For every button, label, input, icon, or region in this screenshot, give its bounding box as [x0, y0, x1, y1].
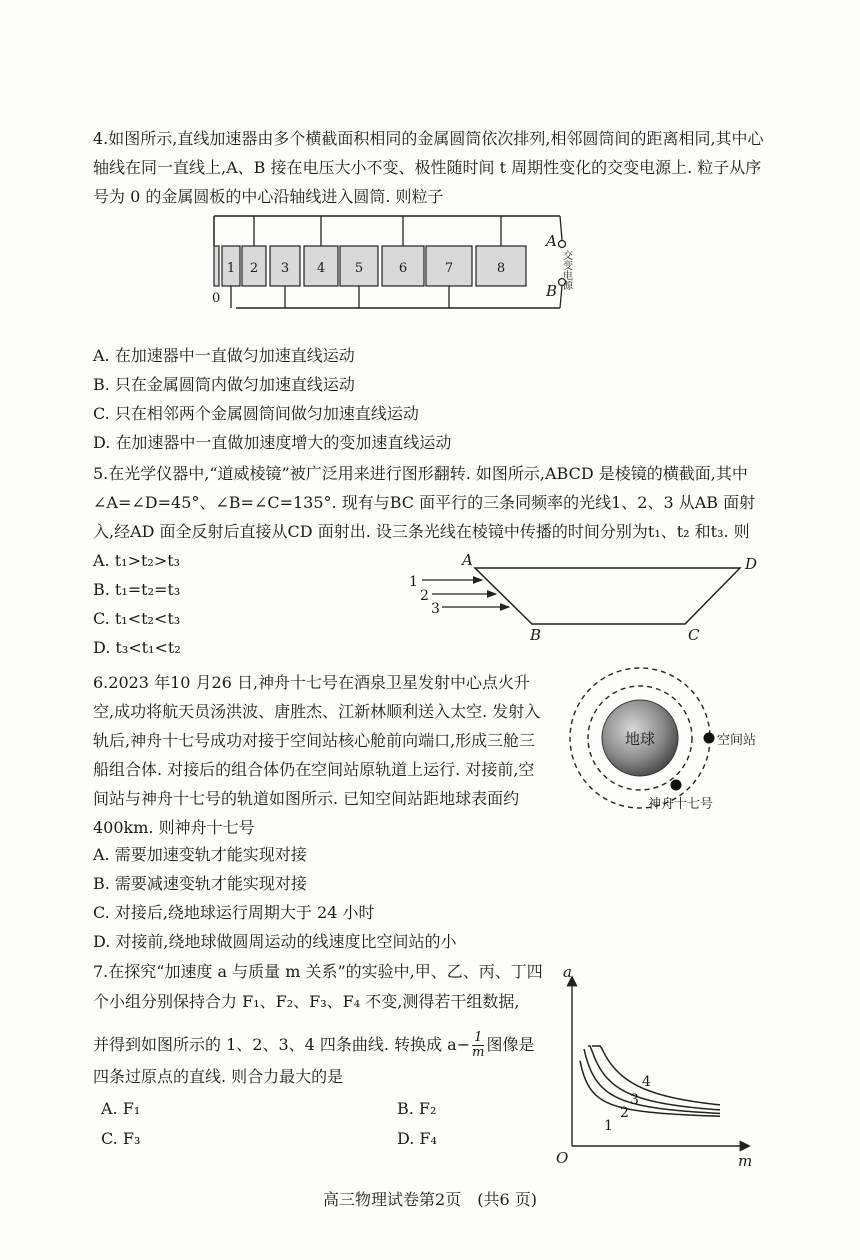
tube-label-3: 3: [280, 261, 290, 276]
q4-option-b: B. 只在金属圆筒内做匀加速直线运动: [93, 375, 355, 394]
q7-option-b: B. F₂: [397, 1099, 437, 1118]
ray-label-2: 2: [420, 588, 429, 604]
curve-label-2: 2: [620, 1105, 629, 1121]
terminal-b-label: B: [546, 282, 558, 300]
q7-stem-line-3a: 并得到如图所示的 1、2、3、4 四条曲线. 转换成 a−: [93, 1035, 471, 1054]
curve-3: [588, 1046, 720, 1110]
q7-stem-line-4: 四条过原点的直线. 则合力最大的是: [93, 1067, 344, 1086]
station-label: 空间站: [717, 733, 757, 748]
q5-stem: 5.在光学仪器中,“道威棱镜”被广泛用来进行图形翻转. 如图所示,ABCD 是棱镜的横截面,其中∠A=∠D=45°、∠B=∠C=135°. 现有与BC 面平行的三条同频率的光线1、2、3 从AB 面射入,经AD 面全反射后直接从CD 面射出. 设三条光线在棱镜中传播的时间分别为t₁、t₂ 和t₃. 则: [93, 464, 756, 541]
curve-label-4: 4: [642, 1074, 651, 1090]
q7-stem-line-1: 7.在探究“加速度 a 与质量 m 关系”的实验中,甲、乙、丙、丁四: [93, 962, 543, 981]
tube-label-1: 1: [226, 261, 236, 276]
tube-label-8: 8: [496, 261, 506, 276]
ray-label-3: 3: [431, 601, 440, 617]
curve-4: [592, 1046, 720, 1105]
tube-label-6: 6: [398, 261, 408, 276]
vertex-c: C: [688, 626, 700, 644]
ac-source-label: 交变电源: [560, 250, 572, 290]
q5-option-d: D. t₃<t₁<t₂: [93, 638, 181, 657]
q7-stem-line-3b: 图像是: [486, 1035, 535, 1054]
q5-option-a: A. t₁>t₂>t₃: [93, 551, 181, 570]
curve-label-1: 1: [604, 1118, 613, 1134]
q5-option-b: B. t₁=t₂=t₃: [93, 580, 181, 599]
terminal-a-label: A: [546, 232, 557, 250]
q4-stem: 4.如图所示,直线加速器由多个横截面积相同的金属圆筒依次排列,相邻圆筒间的距离相同,其中心轴线在同一直线上,A、B 接在电压大小不变、极性随时间 t 周期性变化的交变电源上. 粒子从序号为 0 的金属圆板的中心沿轴线进入圆筒. 则粒子: [93, 129, 764, 206]
q6-stem: 6.2023 年10 月26 日,神舟十七号在酒泉卫星发射中心点火升空,成功将航天员汤洪波、唐胜杰、江新林顺利送入太空. 发射入轨后,神舟十七号成功对接于空间站核心舱前向端口,形成三舱三船组合体. 对接后的组合体仍在空间站原轨道上运行. 对接前,空间站与神舟十七号的轨道如图所示. 已知空间站距地球表面约400km. 则神舟十七号: [93, 673, 541, 837]
origin-label: O: [556, 1149, 569, 1167]
x-axis-label: m: [738, 1152, 753, 1170]
q7-stem-line-2: 个小组分别保持合力 F₁、F₂、F₃、F₄ 不变,测得若干组数据,: [93, 992, 520, 1011]
curve-2: [584, 1049, 720, 1113]
q6-option-c: C. 对接后,绕地球运行周期大于 24 小时: [93, 903, 375, 922]
vertex-d: D: [745, 555, 758, 573]
q7-option-c: C. F₃: [101, 1129, 141, 1148]
q7-option-a: A. F₁: [101, 1099, 141, 1118]
earth-label: 地球: [624, 730, 656, 748]
q6-option-d: D. 对接前,绕地球做圆周运动的线速度比空间站的小: [93, 932, 457, 951]
tube-label-5: 5: [354, 261, 364, 276]
q7-option-d: D. F₄: [397, 1129, 437, 1148]
q5-option-c: C. t₁<t₂<t₃: [93, 609, 181, 628]
q4-option-c: C. 只在相邻两个金属圆筒间做匀加速直线运动: [93, 404, 419, 423]
fraction-numerator: 1: [472, 1031, 484, 1046]
ship-label: 神舟十七号: [648, 797, 714, 812]
q6-option-a: A. 需要加速变轨才能实现对接: [93, 845, 307, 864]
tube-label-7: 7: [444, 261, 454, 276]
vertex-b: B: [530, 626, 542, 644]
vertex-a: A: [462, 551, 473, 569]
tube-label-4: 4: [316, 261, 326, 276]
page-footer: 高三物理试卷第2页 (共6 页): [323, 1190, 537, 1209]
y-axis-label: a: [563, 963, 572, 981]
curves: [580, 1046, 720, 1134]
curve-label-3: 3: [630, 1092, 639, 1108]
q4-option-d: D. 在加速器中一直做加速度增大的变加速直线运动: [93, 433, 452, 452]
plate-label: 0: [212, 291, 221, 306]
fraction-denominator: m: [472, 1045, 485, 1060]
q4-option-a: A. 在加速器中一直做匀加速直线运动: [93, 346, 355, 365]
q6-option-b: B. 需要减速变轨才能实现对接: [93, 874, 307, 893]
ray-label-1: 1: [409, 574, 418, 590]
tube-label-2: 2: [249, 261, 259, 276]
